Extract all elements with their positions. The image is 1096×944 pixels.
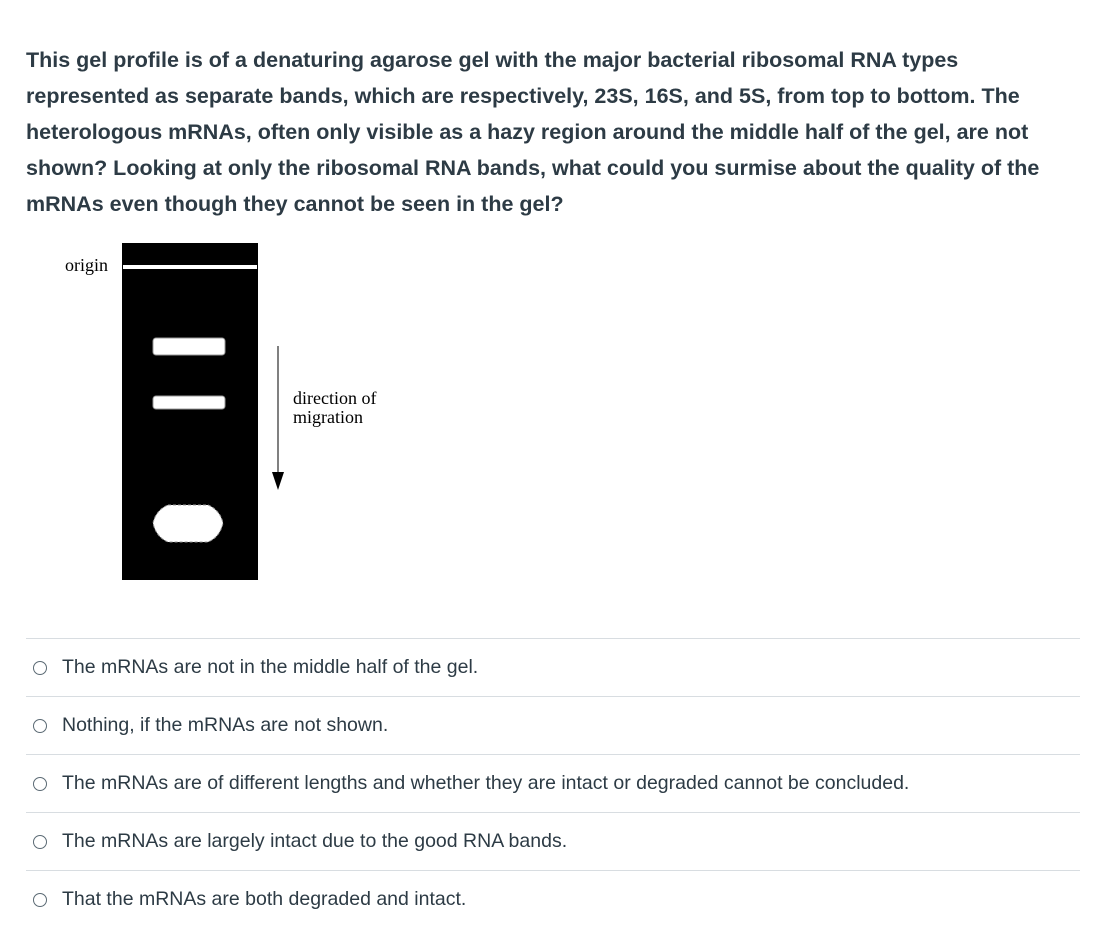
direction-label-line2: migration xyxy=(293,407,363,427)
radio-button[interactable] xyxy=(33,893,47,907)
answer-option-1[interactable] xyxy=(26,639,1080,697)
answer-option-3[interactable] xyxy=(26,755,1080,813)
radio-button[interactable] xyxy=(33,719,47,733)
answer-option-4[interactable] xyxy=(26,813,1080,871)
answer-label: Nothing, if the mRNAs are not shown. xyxy=(62,714,389,736)
radio-button[interactable] xyxy=(33,835,47,849)
band-5s xyxy=(153,505,223,542)
answer-label: That the mRNAs are both degraded and intact. xyxy=(62,888,467,910)
radio-button[interactable] xyxy=(33,777,47,791)
band-23s xyxy=(153,338,225,355)
answer-label: The mRNAs are not in the middle half of the gel. xyxy=(62,656,479,678)
origin-well xyxy=(123,265,257,269)
answer-label: The mRNAs are largely intact due to the good RNA bands. xyxy=(62,830,568,852)
migration-arrow-head xyxy=(272,472,284,490)
band-16s xyxy=(153,396,225,409)
question-text: This gel profile is of a denaturing agarose gel with the major bacterial ribosomal RNA types represented as separate bands, which are respectively, 23S, 16S, and 5S, from top to bottom. The heterologous mRNAs, often only visible as a hazy region around the middle half of the gel, are not shown? Looking at only the ribosomal RNA bands, what could you surmise about the quality of the mRNAs even though they cannot be seen in the gel? xyxy=(26,48,1040,216)
answer-option-5[interactable] xyxy=(26,871,1080,928)
answer-list xyxy=(26,638,1080,928)
direction-label-line1: direction of xyxy=(293,388,377,408)
origin-label: origin xyxy=(65,255,108,275)
answer-option-2[interactable] xyxy=(26,697,1080,755)
radio-button[interactable] xyxy=(33,661,47,675)
direction-label xyxy=(293,389,376,427)
answer-label: The mRNAs are of different lengths and whether they are intact or degraded cannot be concluded. xyxy=(62,772,910,794)
gel-figure xyxy=(60,240,400,585)
